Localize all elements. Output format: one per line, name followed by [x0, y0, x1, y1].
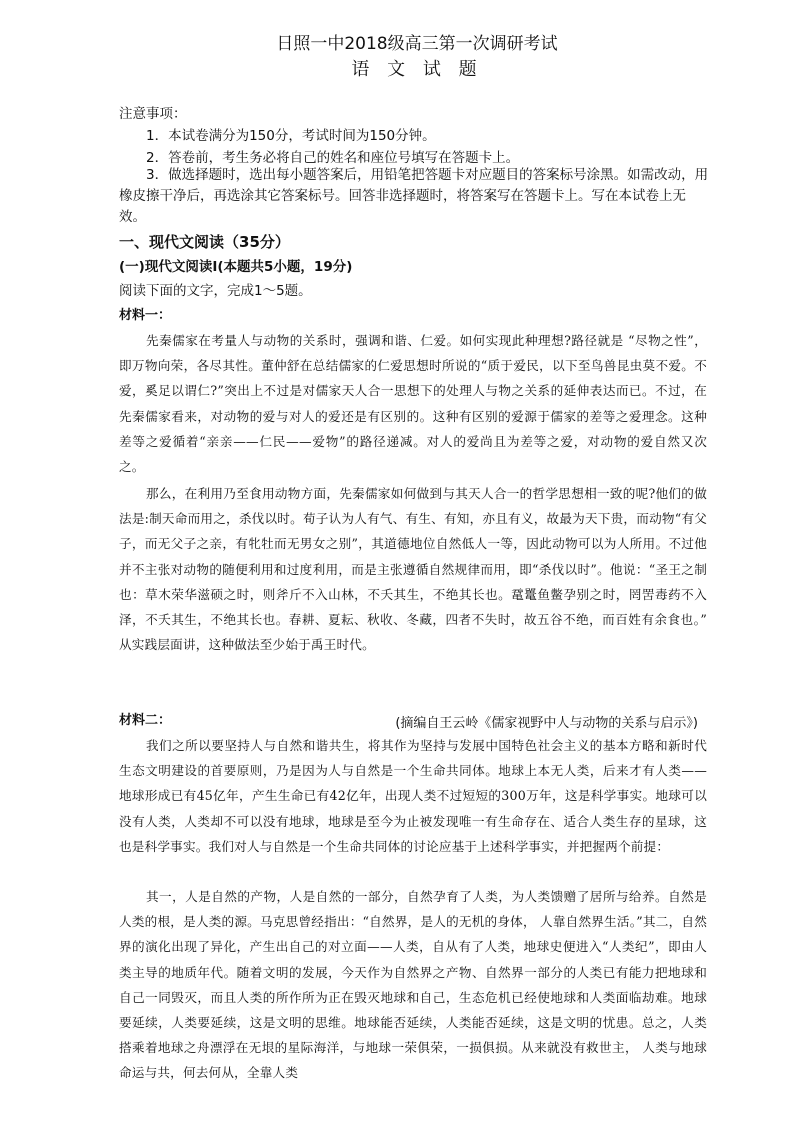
- material-1-label: 材料一：: [119, 308, 172, 323]
- notice-item-3: 3．做选择题时，选出每小题答案后，用铅笔把答题卡对应题目的答案标号涂黑。如需改动，用橡皮擦干净后，再选涂其它答案标号。回答非选择题时，将答案写在答题卡上。写在本试卷上无效。: [119, 167, 709, 225]
- material-1-paragraph-1: 先秦儒家在考量人与动物的关系时，强调和谐、仁爱。如何实现此种理想?路径就是 “尽物之性”，即万物向荣，各尽其性。董仲舒在总结儒家的仁爱思想时所说的“质于爱民，以下至鸟兽昆虫莫不爱。不爱，奚足以谓仁?”突出上不过是对儒家天人合一思想下的处理人与物之关系的延伸表达而已。不过，在先秦儒家看来，对动物的爱与对人的爱还是有区别的。这种有区别的爱源于儒家的差等之爱理念。这种差等之爱循着“亲亲——仁民——爱物”的路径递减。对人的爱尚且为差等之爱，对动物的爱自然又次之。: [119, 333, 707, 475]
- reading-instruction: 阅读下面的文字，完成1～5题。: [119, 283, 312, 299]
- material-2-paragraph-2: 其一，人是自然的产物，人是自然的一部分，自然孕育了人类，为人类馈赠了居所与给养。自然是人类的根，是人类的源。马克思曾经指出：“自然界，是人的无机的身体， 人靠自然界生活。”其二，自然界的演化出现了异化，产生出自己的对立面——人类，自从有了人类，地球史便进入“人类纪”，即由人类主导的地质年代。随着文明的发展，今天作为自然界之产物、自然界一部分的人类已有能力把地球和自己一同毁灭，而且人类的所作所为正在毁灭地球和自己，生态危机已经使地球和人类面临劫难。地球要延续，人类要延续，这是文明的思维。地球能否延续，人类能否延续，这是文明的忧患。总之，人类搭乘着地球之舟漂浮在无垠的星际海洋，与地球一荣俱荣，一损俱损。从来就没有救世主， 人类与地球命运与共，何去何从，全靠人类: [119, 889, 707, 1081]
- material-1-paragraph-2: 那么，在利用乃至食用动物方面，先秦儒家如何做到与其天人合一的哲学思想相一致的呢?他们的做法是:制天命而用之，杀伐以时。荀子认为人有气、有生、有知，亦且有义，故最为天下贵，而动物“有父子，而无父子之亲，有牝牡而无男女之别”，其道德地位自然低人一等，因此动物可以为人所用。不过他并不主张对动物的随便利用和过度利用，而是主张遵循自然规律而用，即“杀伐以时”。他说：“圣王之制也：草木荣华滋硕之时，则斧斤不入山林，不夭其生，不绝其长也。鼋鼍鱼鳖孕别之时，罔罟毒药不入泽，不夭其生，不绝其长也。春耕、夏耘、秋收、冬藏，四者不失时，故五谷不绝，而百姓有余食也。” 从实践层面讲，这种做法至少始于禹王时代。: [119, 486, 707, 653]
- section-heading: 一、现代文阅读（35分）: [119, 233, 290, 251]
- notice-item-1: 1．本试卷满分为150分，考试时间为150分钟。: [146, 128, 436, 144]
- material-2-label: 材料二：: [119, 713, 172, 728]
- notice-item-2: 2．答卷前，考生务必将自己的姓名和座位号填写在答题卡上。: [146, 150, 520, 166]
- section-subheading: (一)现代文阅读Ⅰ(本题共5小题，19分): [119, 259, 353, 275]
- notice-heading: 注意事项：: [119, 106, 187, 122]
- exam-subtitle: 语 文 试 题: [351, 59, 483, 80]
- material-1-source: (摘编自王云岭《儒家视野中人与动物的关系与启示》): [395, 716, 698, 731]
- material-2-paragraph-1: 我们之所以要坚持人与自然和谐共生，将其作为坚持与发展中国特色社会主义的基本方略和新时代生态文明建设的首要原则，乃是因为人与自然是一个生命共同体。地球上本无人类，后来才有人类——地球形成已有45亿年，产生生命已有42亿年，出现人类不过短短的300万年，这是科学事实。地球可以没有人类，人类却不可以没有地球，地球是至今为止被发现唯一有生命存在、适合人类生存的星球，这也是科学事实。我们对人与自然是一个生命共同体的讨论应基于上述科学事实，并把握两个前提：: [119, 738, 707, 854]
- exam-title: 日照一中2018级高三第一次调研考试: [276, 34, 558, 54]
